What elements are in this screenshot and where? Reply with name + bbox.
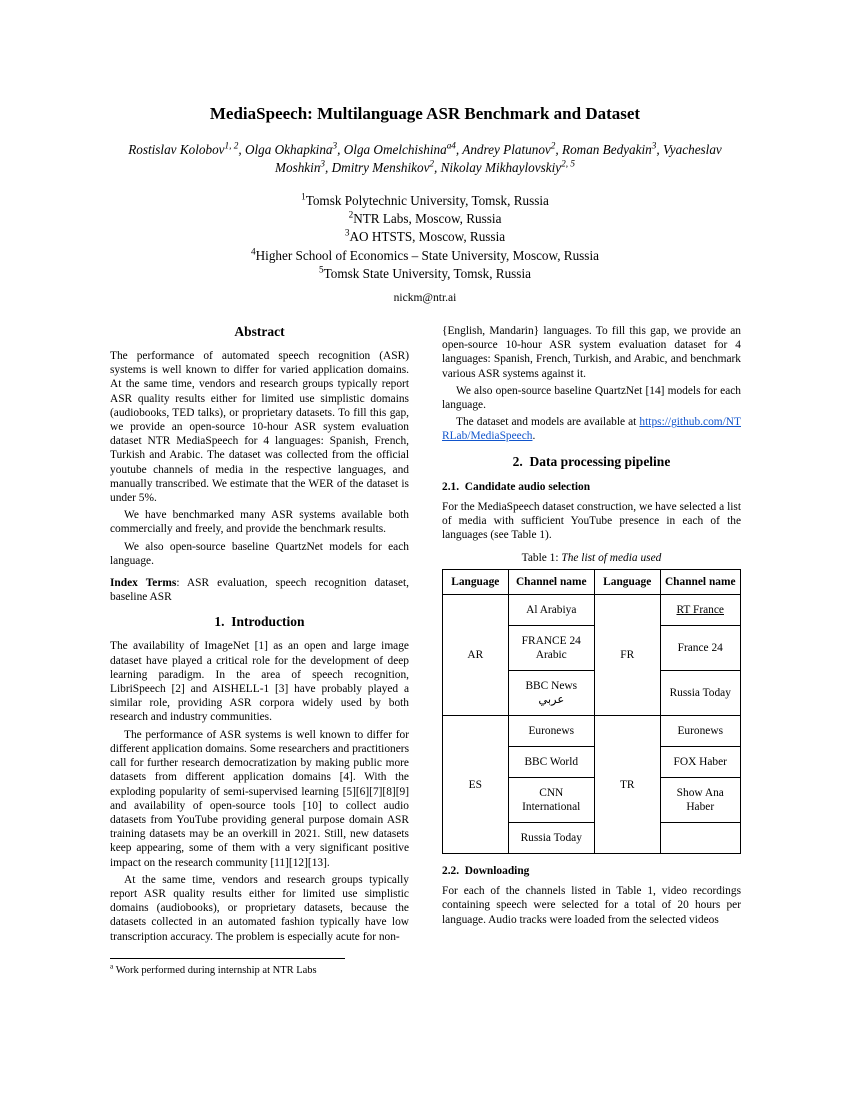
table-cell-channel: Euronews — [660, 716, 741, 747]
author: Nikolay Mikhaylovskiy$^{2, 5}$ — [440, 158, 575, 175]
table-header-cell: Language — [443, 570, 509, 595]
table-row — [443, 595, 741, 626]
body-paragraph: For the MediaSpeech dataset construction, we have selected a list of media with sufficient YouTube presence in each of the languages (see Table 1). — [442, 500, 741, 542]
left-column — [110, 324, 409, 980]
abstract-heading: Abstract — [234, 324, 285, 340]
table-cell-language-fr: FR — [594, 595, 660, 716]
table-cell-channel-link[interactable]: RT France — [660, 595, 741, 626]
affiliations — [110, 192, 740, 283]
author: Vyacheslav Moshkin$^3$, — [275, 142, 722, 175]
intro-paragraph: The performance of ASR systems is well known to differ for different application domains. Some researchers and practitioners call for further research democratization by making public more datasets from different application domains [4]. With the exploding popularity of semi-supervised learning [5][6][7][8][9] and availability of open-source tools [10] to collect audio datasets from YouTube providing general purpose domain ASR training datasets may be an overkill in 2021. Still, new datasets keep appearing, some of them with a very significant positive impact on the research community [11][12][13]. — [110, 728, 409, 869]
table-cell-channel: BBC News عربي — [508, 671, 594, 716]
footnote-text: $^a$ Work performed during internship at NTR Labs — [110, 961, 317, 976]
body-paragraph: For each of the channels listed in Table 1, video recordings containing speech were selected for a total of 20 hours per language. Audio tracks were loaded from the selected videos — [442, 885, 741, 926]
affiliation-line: $^1$Tomsk Polytechnic University, Tomsk, Russia — [301, 191, 549, 208]
affiliation-line: $^5$Tomsk State University, Tomsk, Russia — [319, 264, 531, 281]
index-terms — [110, 576, 409, 604]
table-cell-channel: Al Arabiya — [508, 595, 594, 626]
availability-paragraph: The dataset and models are available at https://github.com/NTRLab/MediaSpeech. — [442, 416, 741, 443]
table-cell-language-tr: TR — [594, 716, 660, 854]
table-cell-channel: FRANCE 24 Arabic — [508, 626, 594, 671]
subsection-heading-downloading: 2.2. Downloading — [442, 865, 530, 878]
intro-paragraph: At the same time, vendors and research groups typically report ASR quality results either for limited use simplistic domains (audiobooks), or proprietary datasets, because the datasets collected in an automated fashion typically have low transcription accuracy. The problem is especially acute for non- — [110, 873, 409, 943]
github-link[interactable]: https://github.com/NTRLab/MediaSpeech — [442, 416, 741, 443]
affiliation-line: $^4$Higher School of Economics – State University, Moscow, Russia — [251, 246, 599, 263]
affiliation-line: $^2$NTR Labs, Moscow, Russia — [348, 209, 502, 227]
author: Dmitry Menshikov$^2$, — [331, 158, 441, 175]
table-row — [443, 716, 741, 747]
table-cell-language-ar: AR — [443, 595, 509, 716]
intro-paragraph: The availability of ImageNet [1] as an open and large image dataset have played a critical role for the development of deep learning paradigm. In the area of speech recognition, LibriSpeech [2] and AISHELL-1 [3] have probably played a similar role, providing ASR corpora widely used by both research and industry communities. — [110, 640, 409, 724]
table-cell-channel: Russia Today — [660, 671, 741, 716]
section-heading-data-pipeline: 2. Data processing pipeline — [512, 453, 671, 469]
footnote — [110, 958, 409, 977]
table-cell-channel: Euronews — [508, 716, 594, 747]
author: Roman Bedyakin$^3$, — [562, 140, 663, 157]
paper-title: MediaSpeech: Multilanguage ASR Benchmark and Dataset — [209, 104, 641, 123]
author: Rostislav Kolobov$^{1, 2}$, — [128, 140, 245, 157]
section-heading-introduction: 1. Introduction — [214, 614, 305, 630]
index-terms-label: Index Terms — [110, 577, 177, 590]
author: Olga Okhapkina$^3$, — [244, 140, 344, 157]
author: Andrey Platunov$^2$, — [462, 140, 563, 157]
contact-email: nickm@ntr.ai — [393, 292, 457, 305]
authors-line — [115, 141, 735, 176]
table-cell-language-es: ES — [443, 716, 509, 854]
index-terms-text: : ASR evaluation, speech recognition dataset, baseline ASR — [110, 577, 409, 604]
table-cell-channel: CNN International — [508, 778, 594, 823]
body-paragraph: We also open-source baseline QuartzNet [14] models for each language. — [442, 384, 741, 412]
body-paragraph: {English, Mandarin} languages. To fill this gap, we provide an open-source 10-hour ASR system evaluation dataset for 4 languages: Spanish, French, Turkish, and Arabic, and benchmark various ASR systems against it. — [442, 325, 741, 380]
abstract-paragraph: We have benchmarked many ASR systems available both commercially and freely, and provide the benchmark results. — [110, 509, 409, 536]
table-header-cell: Channel name — [660, 570, 741, 595]
right-column — [442, 324, 741, 980]
table-cell-channel: BBC World — [508, 747, 594, 778]
two-column-body — [110, 324, 740, 980]
affiliation-line: $^3$AO HTSTS, Moscow, Russia — [344, 228, 506, 245]
table-cell-channel: Show Ana Haber — [660, 778, 741, 823]
abstract-paragraph: We also open-source baseline QuartzNet models for each language. — [110, 540, 409, 567]
table-header-cell: Language — [594, 570, 660, 595]
table-cell-channel-empty — [660, 823, 741, 854]
media-table — [442, 569, 741, 854]
table-cell-channel: France 24 — [660, 626, 741, 671]
table-cell-channel: Russia Today — [508, 823, 594, 854]
table-header-cell: Channel name — [508, 570, 594, 595]
subsection-heading-candidate-audio: 2.1. Candidate audio selection — [442, 480, 591, 493]
abstract-paragraph: The performance of automated speech recognition (ASR) systems is well known to differ for varied application domains. At the same time, vendors and research groups typically report ASR quality results either for limited use simplistic domains (audiobooks, TED talks), or proprietary datasets. To fill this gap, we provide an open-source 10-hour ASR system evaluation dataset NTR MediaSpeech for 4 languages: Spanish, French, Turkish and Arabic. The dataset was collected from the official youtube channels of media in the respective languages, and manually transcribed. We estimate that the WER of the dataset is under 5%. — [110, 350, 409, 505]
author: Olga Omelchishina$^{a4}$, — [343, 140, 463, 157]
table-caption: Table 1: The list of media used — [521, 552, 662, 565]
footnote-rule — [110, 958, 345, 959]
table-cell-channel: FOX Haber — [660, 747, 741, 778]
